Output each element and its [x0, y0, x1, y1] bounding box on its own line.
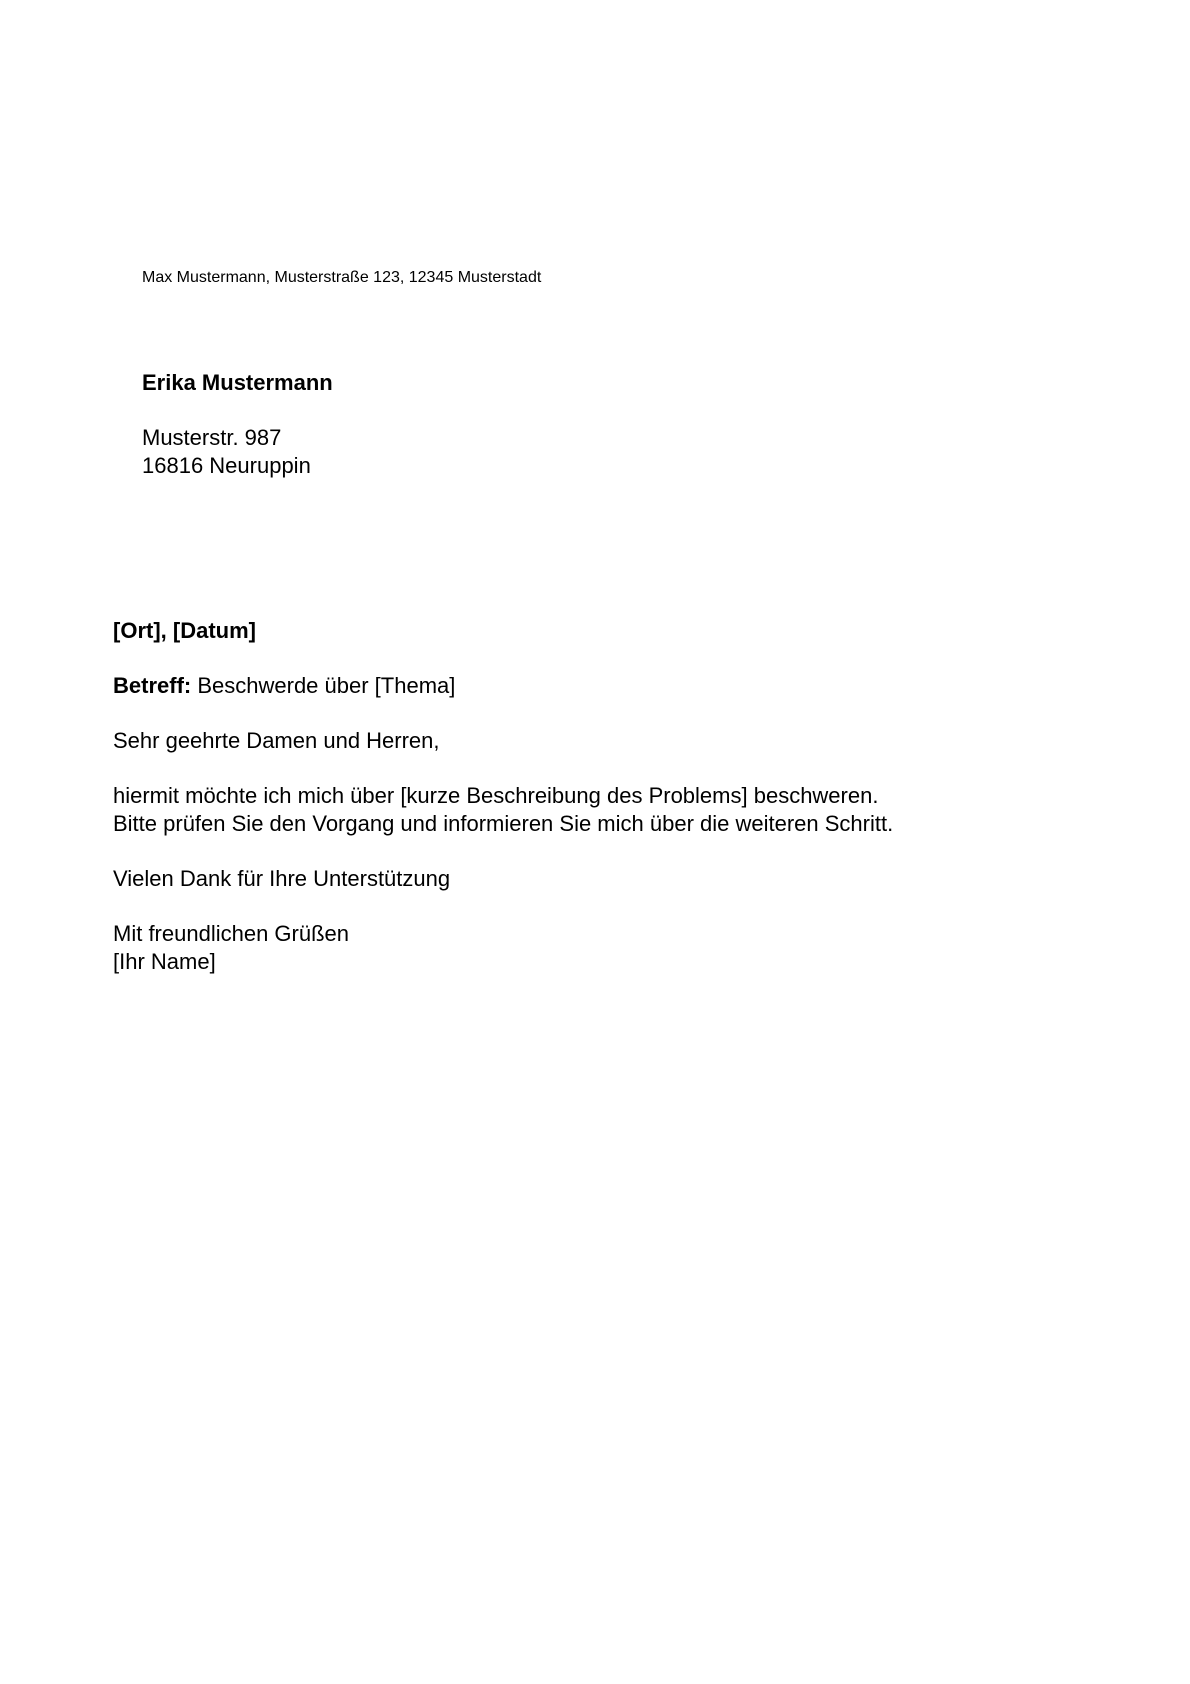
thanks-line: Vielen Dank für Ihre Unterstützung: [113, 866, 451, 891]
letter-body: [113, 617, 1093, 976]
closing-line: Mit freundlichen Grüßen: [113, 921, 349, 946]
place-date: [Ort], [Datum]: [113, 618, 256, 643]
subject-line: [113, 672, 1093, 700]
recipient-street: Musterstr. 987: [142, 425, 282, 450]
subject-text: Beschwerde über [Thema]: [191, 673, 456, 698]
subject-label: Betreff:: [113, 673, 192, 698]
sender-return-address: Max Mustermann, Musterstraße 123, 12345 Musterstadt: [142, 269, 542, 286]
signature-placeholder: [Ihr Name]: [113, 949, 216, 974]
body-line-2: Bitte prüfen Sie den Vorgang und informieren Sie mich über die weiteren Schritt.: [113, 811, 894, 836]
body-line-1: hiermit möchte ich mich über [kurze Beschreibung des Problems] beschweren.: [113, 783, 879, 808]
recipient-address-block: [142, 369, 333, 480]
salutation: Sehr geehrte Damen und Herren,: [113, 728, 440, 753]
recipient-city: 16816 Neuruppin: [142, 453, 311, 478]
recipient-name: Erika Mustermann: [142, 370, 333, 395]
